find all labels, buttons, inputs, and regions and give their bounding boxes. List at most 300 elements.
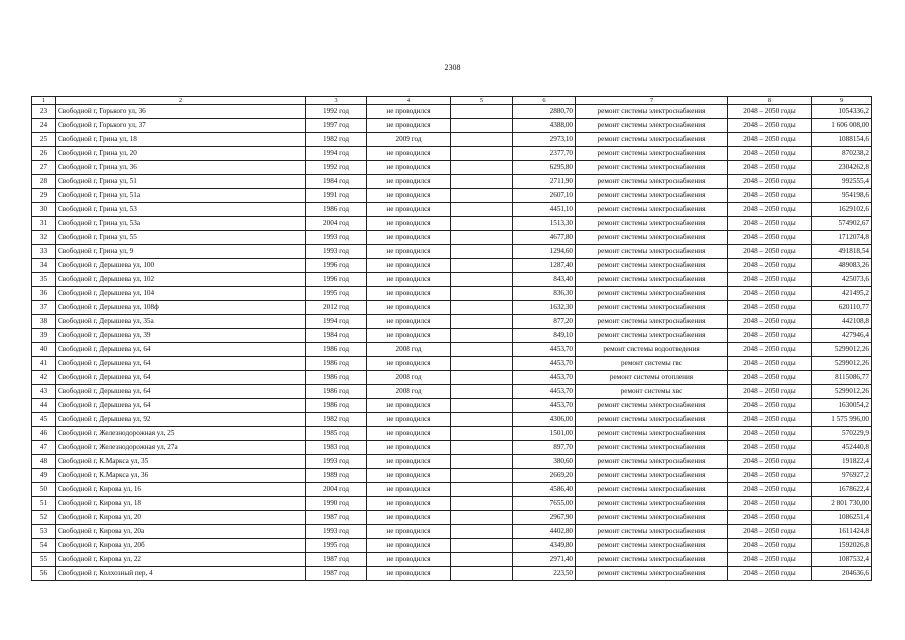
empty-cell <box>451 497 513 511</box>
last-repair-cell: не проводился <box>367 539 451 553</box>
work-type-cell: ремонт системы электроснабжения <box>576 231 728 245</box>
last-repair-cell: не проводился <box>367 119 451 133</box>
address-cell: Свободной г, Дерышева ул, 104 <box>56 287 306 301</box>
last-repair-cell: не проводился <box>367 287 451 301</box>
area-cell: 4306,00 <box>513 413 576 427</box>
area-cell: 2880,70 <box>513 105 576 119</box>
last-repair-cell: не проводился <box>367 357 451 371</box>
cost-cell: 1630054,2 <box>812 399 872 413</box>
period-cell: 2048 – 2050 годы <box>728 441 812 455</box>
address-cell: Свободной г, Грина ул, 36 <box>56 161 306 175</box>
header-row <box>32 97 872 105</box>
row-number: 40 <box>32 343 56 357</box>
table-row <box>32 217 872 231</box>
empty-cell <box>451 441 513 455</box>
column-header: 3 <box>306 97 367 105</box>
address-cell: Свободной г, Кирова ул, 20 <box>56 511 306 525</box>
last-repair-cell: не проводился <box>367 469 451 483</box>
build-year-cell: 1993 год <box>306 231 367 245</box>
row-number: 29 <box>32 189 56 203</box>
column-header: 8 <box>728 97 812 105</box>
period-cell: 2048 – 2050 годы <box>728 399 812 413</box>
table-row <box>32 567 872 581</box>
last-repair-cell: не проводился <box>367 273 451 287</box>
cost-cell: 1 575 996,00 <box>812 413 872 427</box>
row-number: 33 <box>32 245 56 259</box>
empty-cell <box>451 217 513 231</box>
address-cell: Свободной г, Горького ул, 37 <box>56 119 306 133</box>
period-cell: 2048 – 2050 годы <box>728 553 812 567</box>
build-year-cell: 1997 год <box>306 119 367 133</box>
cost-cell: 1086251,4 <box>812 511 872 525</box>
cost-cell: 442108,8 <box>812 315 872 329</box>
last-repair-cell: не проводился <box>367 455 451 469</box>
build-year-cell: 1986 год <box>306 343 367 357</box>
table-body <box>32 105 872 581</box>
period-cell: 2048 – 2050 годы <box>728 175 812 189</box>
column-header: 6 <box>513 97 576 105</box>
build-year-cell: 1994 год <box>306 147 367 161</box>
row-number: 46 <box>32 427 56 441</box>
table-row <box>32 525 872 539</box>
table-row <box>32 161 872 175</box>
last-repair-cell: не проводился <box>367 553 451 567</box>
period-cell: 2048 – 2050 годы <box>728 245 812 259</box>
cost-cell: 5299012,26 <box>812 343 872 357</box>
table-row <box>32 105 872 119</box>
address-cell: Свободной г, Грина ул, 53а <box>56 217 306 231</box>
repair-schedule-table <box>31 96 872 581</box>
work-type-cell: ремонт системы электроснабжения <box>576 427 728 441</box>
area-cell: 4677,80 <box>513 231 576 245</box>
area-cell: 1513,30 <box>513 217 576 231</box>
address-cell: Свободной г, Горького ул, 36 <box>56 105 306 119</box>
table-row <box>32 483 872 497</box>
table-row <box>32 231 872 245</box>
area-cell: 4586,40 <box>513 483 576 497</box>
build-year-cell: 1994 год <box>306 315 367 329</box>
column-header: 1 <box>32 97 56 105</box>
row-number: 54 <box>32 539 56 553</box>
last-repair-cell: не проводился <box>367 413 451 427</box>
period-cell: 2048 – 2050 годы <box>728 469 812 483</box>
work-type-cell: ремонт системы электроснабжения <box>576 133 728 147</box>
cost-cell: 992555,4 <box>812 175 872 189</box>
row-number: 26 <box>32 147 56 161</box>
row-number: 53 <box>32 525 56 539</box>
work-type-cell: ремонт системы электроснабжения <box>576 217 728 231</box>
period-cell: 2048 – 2050 годы <box>728 105 812 119</box>
row-number: 28 <box>32 175 56 189</box>
address-cell: Свободной г, К.Маркса ул, 35 <box>56 455 306 469</box>
period-cell: 2048 – 2050 годы <box>728 273 812 287</box>
build-year-cell: 1986 год <box>306 203 367 217</box>
area-cell: 4451,10 <box>513 203 576 217</box>
last-repair-cell: не проводился <box>367 147 451 161</box>
last-repair-cell: не проводился <box>367 189 451 203</box>
address-cell: Свободной г, Дерышева ул, 100 <box>56 259 306 273</box>
cost-cell: 570229,9 <box>812 427 872 441</box>
work-type-cell: ремонт системы водоотведения <box>576 343 728 357</box>
cost-cell: 425073,6 <box>812 273 872 287</box>
last-repair-cell: не проводился <box>367 231 451 245</box>
build-year-cell: 1984 год <box>306 329 367 343</box>
period-cell: 2048 – 2050 годы <box>728 189 812 203</box>
last-repair-cell: 2009 год <box>367 133 451 147</box>
table-row <box>32 273 872 287</box>
empty-cell <box>451 133 513 147</box>
row-number: 25 <box>32 133 56 147</box>
period-cell: 2048 – 2050 годы <box>728 483 812 497</box>
empty-cell <box>451 567 513 581</box>
build-year-cell: 1987 год <box>306 567 367 581</box>
row-number: 36 <box>32 287 56 301</box>
row-number: 52 <box>32 511 56 525</box>
period-cell: 2048 – 2050 годы <box>728 119 812 133</box>
area-cell: 4453,70 <box>513 385 576 399</box>
address-cell: Свободной г, Кирова ул, 22 <box>56 553 306 567</box>
build-year-cell: 1995 год <box>306 539 367 553</box>
cost-cell: 620110,77 <box>812 301 872 315</box>
empty-cell <box>451 385 513 399</box>
build-year-cell: 2012 год <box>306 301 367 315</box>
area-cell: 2711,90 <box>513 175 576 189</box>
period-cell: 2048 – 2050 годы <box>728 315 812 329</box>
last-repair-cell: не проводился <box>367 441 451 455</box>
empty-cell <box>451 399 513 413</box>
empty-cell <box>451 231 513 245</box>
area-cell: 4453,70 <box>513 357 576 371</box>
page-number: 2308 <box>444 63 461 72</box>
address-cell: Свободной г, Кирова ул, 16 <box>56 483 306 497</box>
cost-cell: 452440,8 <box>812 441 872 455</box>
last-repair-cell: не проводился <box>367 301 451 315</box>
period-cell: 2048 – 2050 годы <box>728 147 812 161</box>
cost-cell: 1 606 008,00 <box>812 119 872 133</box>
last-repair-cell: 2008 год <box>367 385 451 399</box>
build-year-cell: 1983 год <box>306 441 367 455</box>
table-row <box>32 245 872 259</box>
row-number: 35 <box>32 273 56 287</box>
table-row <box>32 203 872 217</box>
area-cell: 4402,80 <box>513 525 576 539</box>
address-cell: Свободной г, Дерышева ул, 64 <box>56 385 306 399</box>
empty-cell <box>451 315 513 329</box>
cost-cell: 191822,4 <box>812 455 872 469</box>
address-cell: Свободной г, Дерышева ул, 64 <box>56 399 306 413</box>
address-cell: Свободной г, Дерышева ул, 35а <box>56 315 306 329</box>
work-type-cell: ремонт системы электроснабжения <box>576 469 728 483</box>
area-cell: 2607,10 <box>513 189 576 203</box>
work-type-cell: ремонт системы электроснабжения <box>576 483 728 497</box>
address-cell: Свободной г, Грина ул, 18 <box>56 133 306 147</box>
cost-cell: 954198,6 <box>812 189 872 203</box>
build-year-cell: 1982 год <box>306 133 367 147</box>
address-cell: Свободной г, Дерышева ул, 64 <box>56 343 306 357</box>
table-row <box>32 441 872 455</box>
row-number: 27 <box>32 161 56 175</box>
column-header: 5 <box>451 97 513 105</box>
last-repair-cell: не проводился <box>367 217 451 231</box>
work-type-cell: ремонт системы электроснабжения <box>576 329 728 343</box>
table-row <box>32 469 872 483</box>
last-repair-cell: не проводился <box>367 497 451 511</box>
area-cell: 6295,80 <box>513 161 576 175</box>
empty-cell <box>451 427 513 441</box>
table-row <box>32 189 872 203</box>
row-number: 41 <box>32 357 56 371</box>
last-repair-cell: не проводился <box>367 245 451 259</box>
build-year-cell: 2004 год <box>306 217 367 231</box>
row-number: 23 <box>32 105 56 119</box>
cost-cell: 5299012,26 <box>812 385 872 399</box>
address-cell: Свободной г, Дерышева ул, 64 <box>56 357 306 371</box>
last-repair-cell: не проводился <box>367 315 451 329</box>
build-year-cell: 1993 год <box>306 455 367 469</box>
empty-cell <box>451 357 513 371</box>
cost-cell: 5299012,26 <box>812 357 872 371</box>
area-cell: 877,20 <box>513 315 576 329</box>
build-year-cell: 1992 год <box>306 161 367 175</box>
period-cell: 2048 – 2050 годы <box>728 371 812 385</box>
cost-cell: 1088154,6 <box>812 133 872 147</box>
build-year-cell: 2004 год <box>306 483 367 497</box>
period-cell: 2048 – 2050 годы <box>728 525 812 539</box>
address-cell: Свободной г, Грина ул, 20 <box>56 147 306 161</box>
column-header: 9 <box>812 97 872 105</box>
empty-cell <box>451 329 513 343</box>
work-type-cell: ремонт системы хвс <box>576 385 728 399</box>
build-year-cell: 1982 год <box>306 413 367 427</box>
empty-cell <box>451 273 513 287</box>
build-year-cell: 1993 год <box>306 245 367 259</box>
table-row <box>32 385 872 399</box>
row-number: 31 <box>32 217 56 231</box>
table-row <box>32 147 872 161</box>
area-cell: 2973,10 <box>513 133 576 147</box>
period-cell: 2048 – 2050 годы <box>728 413 812 427</box>
empty-cell <box>451 553 513 567</box>
table-row <box>32 371 872 385</box>
cost-cell: 491818,54 <box>812 245 872 259</box>
row-number: 56 <box>32 567 56 581</box>
empty-cell <box>451 175 513 189</box>
work-type-cell: ремонт системы электроснабжения <box>576 301 728 315</box>
table-row <box>32 511 872 525</box>
work-type-cell: ремонт системы электроснабжения <box>576 497 728 511</box>
work-type-cell: ремонт системы электроснабжения <box>576 161 728 175</box>
cost-cell: 1629102,6 <box>812 203 872 217</box>
row-number: 51 <box>32 497 56 511</box>
table-row <box>32 175 872 189</box>
period-cell: 2048 – 2050 годы <box>728 259 812 273</box>
area-cell: 7655,00 <box>513 497 576 511</box>
cost-cell: 1592026,8 <box>812 539 872 553</box>
area-cell: 4453,70 <box>513 399 576 413</box>
row-number: 44 <box>32 399 56 413</box>
table-row <box>32 119 872 133</box>
period-cell: 2048 – 2050 годы <box>728 287 812 301</box>
area-cell: 1287,40 <box>513 259 576 273</box>
last-repair-cell: не проводился <box>367 161 451 175</box>
row-number: 34 <box>32 259 56 273</box>
cost-cell: 1712074,8 <box>812 231 872 245</box>
build-year-cell: 1987 год <box>306 553 367 567</box>
build-year-cell: 1993 год <box>306 525 367 539</box>
empty-cell <box>451 189 513 203</box>
cost-cell: 427946,4 <box>812 329 872 343</box>
column-header: 7 <box>576 97 728 105</box>
table-row <box>32 301 872 315</box>
build-year-cell: 1992 год <box>306 105 367 119</box>
build-year-cell: 1996 год <box>306 273 367 287</box>
work-type-cell: ремонт системы электроснабжения <box>576 287 728 301</box>
work-type-cell: ремонт системы отопления <box>576 371 728 385</box>
build-year-cell: 1986 год <box>306 399 367 413</box>
work-type-cell: ремонт системы электроснабжения <box>576 259 728 273</box>
address-cell: Свободной г, Дерышева ул, 64 <box>56 371 306 385</box>
area-cell: 4388,00 <box>513 119 576 133</box>
period-cell: 2048 – 2050 годы <box>728 343 812 357</box>
area-cell: 4349,80 <box>513 539 576 553</box>
period-cell: 2048 – 2050 годы <box>728 329 812 343</box>
area-cell: 2971,40 <box>513 553 576 567</box>
period-cell: 2048 – 2050 годы <box>728 385 812 399</box>
cost-cell: 1611424,8 <box>812 525 872 539</box>
build-year-cell: 1984 год <box>306 175 367 189</box>
address-cell: Свободной г, Кирова ул, 20б <box>56 539 306 553</box>
last-repair-cell: 2008 год <box>367 371 451 385</box>
period-cell: 2048 – 2050 годы <box>728 567 812 581</box>
cost-cell: 574902,67 <box>812 217 872 231</box>
area-cell: 1632,30 <box>513 301 576 315</box>
row-number: 38 <box>32 315 56 329</box>
table-row <box>32 553 872 567</box>
work-type-cell: ремонт системы электроснабжения <box>576 455 728 469</box>
area-cell: 2669,20 <box>513 469 576 483</box>
last-repair-cell: не проводился <box>367 259 451 273</box>
address-cell: Свободной г, Дерышева ул, 108ф <box>56 301 306 315</box>
last-repair-cell: не проводился <box>367 483 451 497</box>
work-type-cell: ремонт системы электроснабжения <box>576 525 728 539</box>
row-number: 49 <box>32 469 56 483</box>
row-number: 48 <box>32 455 56 469</box>
row-number: 39 <box>32 329 56 343</box>
table-row <box>32 399 872 413</box>
build-year-cell: 1996 год <box>306 259 367 273</box>
area-cell: 843,40 <box>513 273 576 287</box>
work-type-cell: ремонт системы электроснабжения <box>576 315 728 329</box>
work-type-cell: ремонт системы гвс <box>576 357 728 371</box>
cost-cell: 870238,2 <box>812 147 872 161</box>
table-row <box>32 427 872 441</box>
work-type-cell: ремонт системы электроснабжения <box>576 413 728 427</box>
table-row <box>32 259 872 273</box>
table-row <box>32 357 872 371</box>
cost-cell: 2304262,8 <box>812 161 872 175</box>
table-row <box>32 539 872 553</box>
address-cell: Свободной г, Колхозный пер, 4 <box>56 567 306 581</box>
area-cell: 2967,90 <box>513 511 576 525</box>
period-cell: 2048 – 2050 годы <box>728 455 812 469</box>
work-type-cell: ремонт системы электроснабжения <box>576 567 728 581</box>
work-type-cell: ремонт системы электроснабжения <box>576 511 728 525</box>
address-cell: Свободной г, Дерышева ул, 92 <box>56 413 306 427</box>
empty-cell <box>451 301 513 315</box>
last-repair-cell: не проводился <box>367 567 451 581</box>
period-cell: 2048 – 2050 годы <box>728 133 812 147</box>
empty-cell <box>451 105 513 119</box>
address-cell: Свободной г, Дерышева ул, 39 <box>56 329 306 343</box>
table-row <box>32 413 872 427</box>
address-cell: Свободной г, Кирова ул, 18 <box>56 497 306 511</box>
build-year-cell: 1986 год <box>306 357 367 371</box>
address-cell: Свободной г, Кирова ул, 20а <box>56 525 306 539</box>
build-year-cell: 1986 год <box>306 371 367 385</box>
build-year-cell: 1990 год <box>306 497 367 511</box>
area-cell: 223,50 <box>513 567 576 581</box>
period-cell: 2048 – 2050 годы <box>728 231 812 245</box>
table-row <box>32 343 872 357</box>
empty-cell <box>451 371 513 385</box>
work-type-cell: ремонт системы электроснабжения <box>576 203 728 217</box>
empty-cell <box>451 259 513 273</box>
empty-cell <box>451 483 513 497</box>
build-year-cell: 1995 год <box>306 287 367 301</box>
period-cell: 2048 – 2050 годы <box>728 357 812 371</box>
table-row <box>32 133 872 147</box>
work-type-cell: ремонт системы электроснабжения <box>576 147 728 161</box>
last-repair-cell: не проводился <box>367 511 451 525</box>
address-cell: Свободной г, Грина ул, 51 <box>56 175 306 189</box>
work-type-cell: ремонт системы электроснабжения <box>576 119 728 133</box>
period-cell: 2048 – 2050 годы <box>728 511 812 525</box>
cost-cell: 976927,2 <box>812 469 872 483</box>
table-row <box>32 287 872 301</box>
empty-cell <box>451 343 513 357</box>
area-cell: 380,60 <box>513 455 576 469</box>
last-repair-cell: не проводился <box>367 105 451 119</box>
area-cell: 1501,00 <box>513 427 576 441</box>
cost-cell: 1678622,4 <box>812 483 872 497</box>
area-cell: 897,70 <box>513 441 576 455</box>
table-row <box>32 497 872 511</box>
empty-cell <box>451 539 513 553</box>
period-cell: 2048 – 2050 годы <box>728 539 812 553</box>
row-number: 42 <box>32 371 56 385</box>
cost-cell: 8115086,77 <box>812 371 872 385</box>
work-type-cell: ремонт системы электроснабжения <box>576 245 728 259</box>
table-row <box>32 329 872 343</box>
row-number: 47 <box>32 441 56 455</box>
address-cell: Свободной г, Дерышева ул, 102 <box>56 273 306 287</box>
last-repair-cell: не проводился <box>367 427 451 441</box>
table-row <box>32 315 872 329</box>
work-type-cell: ремонт системы электроснабжения <box>576 175 728 189</box>
empty-cell <box>451 161 513 175</box>
cost-cell: 421495,2 <box>812 287 872 301</box>
work-type-cell: ремонт системы электроснабжения <box>576 105 728 119</box>
address-cell: Свободной г, Железнодорожная ул, 25 <box>56 427 306 441</box>
work-type-cell: ремонт системы электроснабжения <box>576 441 728 455</box>
address-cell: Свободной г, Железнодорожная ул, 27а <box>56 441 306 455</box>
row-number: 50 <box>32 483 56 497</box>
build-year-cell: 1986 год <box>306 385 367 399</box>
build-year-cell: 1991 год <box>306 189 367 203</box>
area-cell: 4453,70 <box>513 371 576 385</box>
last-repair-cell: не проводился <box>367 525 451 539</box>
empty-cell <box>451 287 513 301</box>
